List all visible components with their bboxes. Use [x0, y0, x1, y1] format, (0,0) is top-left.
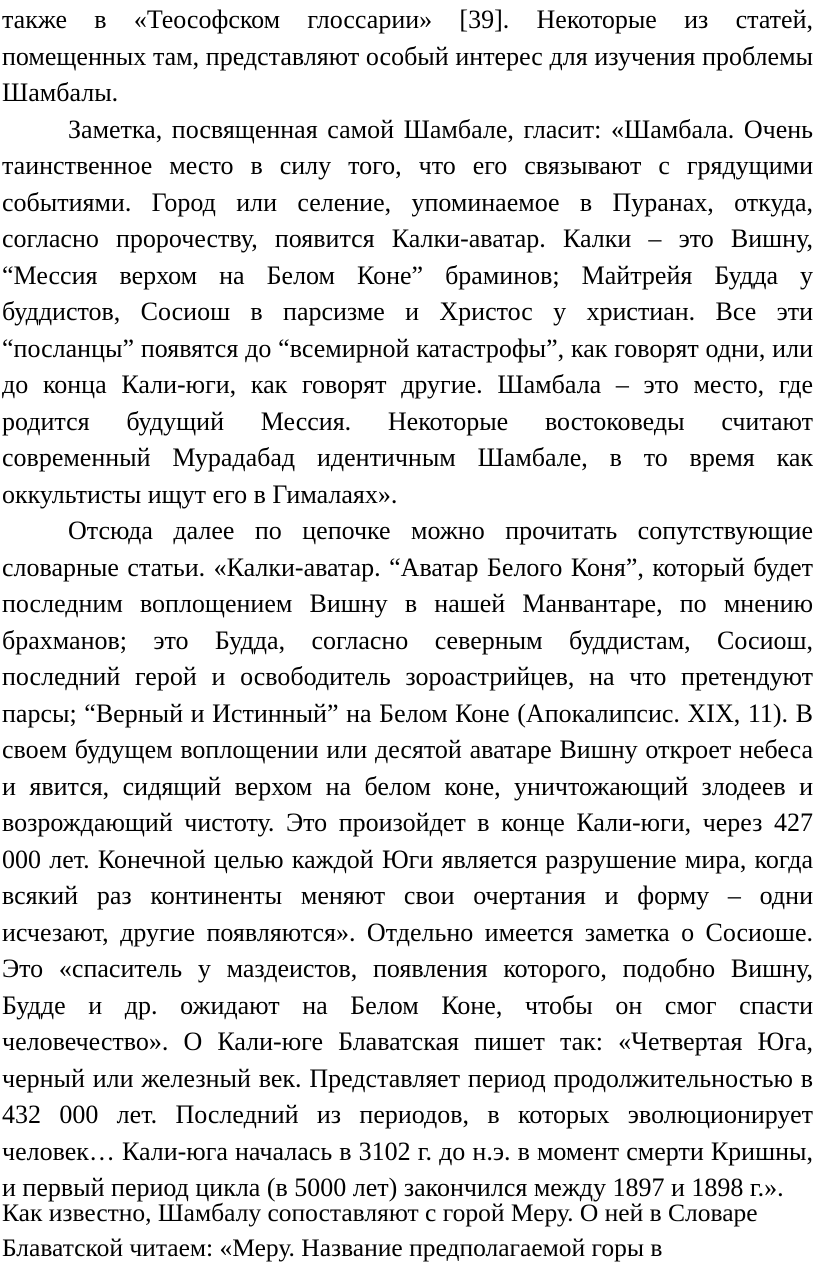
paragraph-shambhala-note: Заметка, посвященная самой Шамбале, гласит: «Шамбала. Очень таинственное место в силу того, что его связывают с грядущими событиями. Город или селение, упоминаемое в Пуранах, откуда, согласно пророчеству, появится Калки-аватар. Калки – это Вишну, “Мессия верхом на Белом Коне” браминов; Майтрейя Будда у буддистов, Сосиош в парсизме и Христос у христиан. Все эти “посланцы” появятся до “всемирной катастрофы”, как говорят одни, или до конца Кали-юги, как говорят другие. Шамбала – это место, где родится будущий Мессия. Некоторые востоковеды считают современный Мурадабад идентичным Шамбале, в то время как оккультисты ищут его в Гималаях».: [2, 114, 813, 509]
paragraph-kalki-avatar: Отсюда далее по цепочке можно прочитать сопутствующие словарные статьи. «Калки-аватар. “Аватар Белого Коня”, который будет последним воплощением Вишну в нашей Манвантаре, по мнению брахманов; это Будда, согласно северным буддистам, Сосиош, последний герой и освободитель зороастрийцев, на что претендуют парсы; “Верный и Истинный” на Белом Коне (Апокалипсис. XIX, 11). В своем будущем воплощении или десятой аватаре Вишну откроет небеса и явится, сидящий верхом на белом коне, уничтожающий злодеев и возрождающий чистоту. Это произойдет в конце Кали-юги, через 427 000 лет. Конечной целью каждой Юги является разрушение мира, когда всякий раз континенты меняют свои очертания и форму – одни исчезают, другие появляются». Отдельно имеется заметка о Сосиоше. Это «спаситель у маздеистов, появления которого, подобно Вишну, Будде и др. ожидают на Белом Коне, чтобы он смог спасти человечество». О Кали-юге Блаватская пишет так: «Четвертая Юга, черный или железный век. Представляет период продолжительностью в 432 000 лет. Последний из периодов, в которых эволюционирует человек… Кали-юга началась в 3102 г. до н.э. в момент смерти Кришны, и первый период цикла (в 5000 лет) закончился между 1897 и 1898 г.».: [2, 516, 813, 1202]
paragraph-meru-line-1: Как известно, Шамбалу сопоставляют с горой Меру. О ней в Словаре: [2, 1198, 758, 1227]
document-body: [2, 0, 813, 1207]
paragraph-meru-line-2: Блаватской читаем: «Меру. Название предполагаемой горы в: [2, 1233, 663, 1262]
paragraph-glossary-intro: также в «Теософском глоссарии» [39]. Некоторые из статей, помещенных там, представляют особый интерес для изучения проблемы Шамбалы.: [2, 5, 813, 107]
document-continuation: [2, 1195, 814, 1265]
